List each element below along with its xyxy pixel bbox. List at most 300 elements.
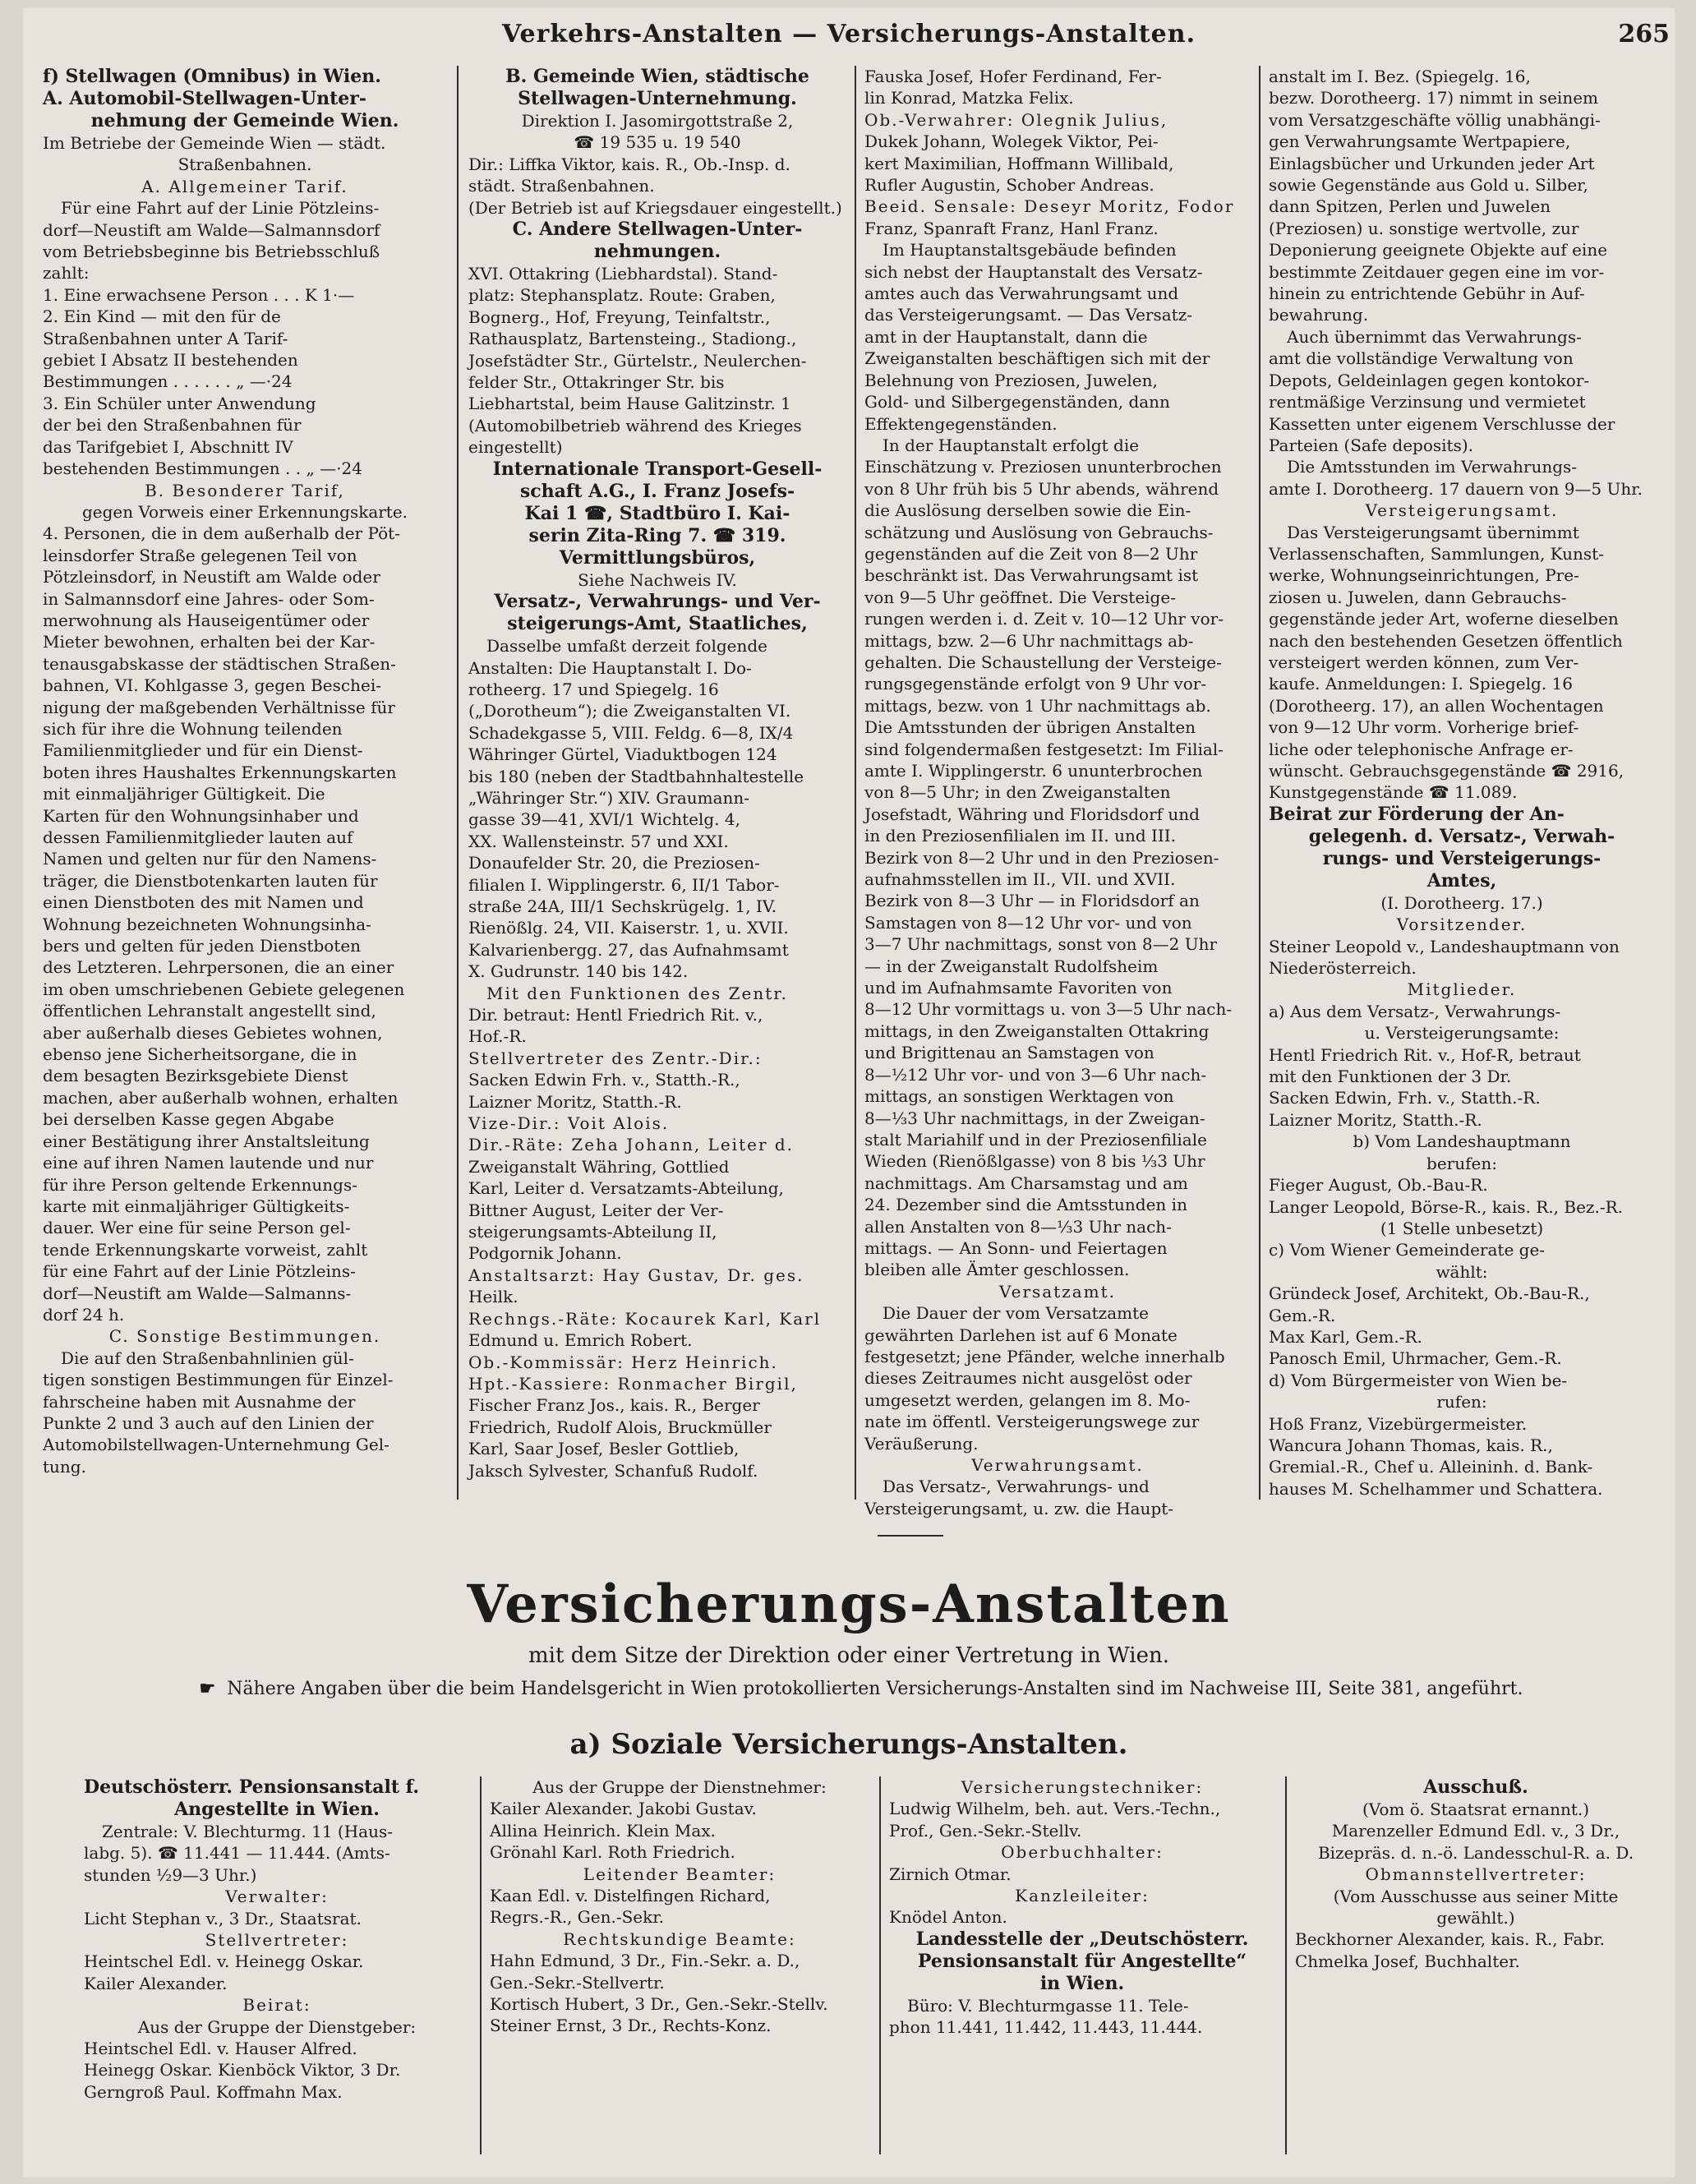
text-line: tigen sonstigen Bestimmungen für Einzel-	[43, 1370, 394, 1390]
text-line: gewährten Darlehen ist auf 6 Monate	[864, 1325, 1178, 1345]
text-line: Schadekgasse 5, VIII. Feldg. 6—8, IX/4	[468, 722, 794, 743]
text-line: ziosen u. Juwelen, dann Gebrauchs-	[1269, 587, 1567, 607]
text-line: platz: Stephansplatz. Route: Graben,	[468, 285, 776, 306]
text-line: Max Karl, Gem.-R.	[1269, 1326, 1422, 1347]
text-line: Prof., Gen.-Sekr.-Stellv.	[889, 1820, 1082, 1841]
text-line: das Tarifgebiet I, Abschnitt IV	[43, 436, 293, 457]
text-line: B. Besonderer Tarif,	[145, 480, 345, 500]
text-line: fahrscheine haben mit Ausnahme der	[43, 1391, 356, 1412]
text-line: Edmund u. Emrich Robert.	[468, 1330, 693, 1351]
text-line: von 9—5 Uhr geöffnet. Die Versteige-	[864, 587, 1176, 607]
text-line: Automobilstellwagen-Unternehmung Gel-	[43, 1435, 389, 1455]
text-line: Laizner Moritz, Statth.-R.	[1269, 1109, 1482, 1130]
text-line: Leitender Beamter:	[583, 1864, 777, 1884]
text-line: amt in der Hauptanstalt, dann die	[864, 326, 1148, 347]
text-line: Ausschuß.	[1423, 1776, 1528, 1798]
text-line: Zirnich Otmar.	[889, 1864, 1012, 1884]
text-line: Heinegg Oskar. Kienböck Viktor, 3 Dr.	[84, 2060, 401, 2080]
text-line: Bognerg., Hof, Freyung, Teinfaltstr.,	[468, 306, 771, 327]
text-line: beschränkt ist. Das Verwahrungsamt ist	[864, 565, 1199, 586]
text-line: Vorsitzender.	[1396, 915, 1528, 935]
text-line: mit den Funktionen der 3 Dr.	[1269, 1067, 1512, 1087]
text-line: In der Hauptanstalt erfolgt die	[883, 435, 1140, 455]
text-line: berufen:	[1426, 1153, 1497, 1173]
column-rule	[1285, 1776, 1287, 2154]
text-line: von 8 Uhr früh bis 5 Uhr abends, während	[864, 478, 1219, 499]
text-line: zahlt:	[43, 263, 90, 283]
text-line: werke, Wohnungseinrichtungen, Pre-	[1269, 565, 1579, 586]
text-line: der bei den Straßenbahnen für	[43, 415, 302, 435]
text-line: schaft A.G., I. Franz Josefs-	[519, 480, 795, 502]
text-line: des Letzteren. Lehrpersonen, die an einer	[43, 957, 394, 978]
text-line: A. Automobil-Stellwagen-Unter-	[43, 88, 366, 109]
text-line: „Währinger Str.“) XIV. Graumann-	[468, 787, 750, 808]
text-line: 8—½12 Uhr vor- und von 3—6 Uhr nach-	[864, 1064, 1207, 1085]
text-line: Wancura Johann Thomas, kais. R.,	[1269, 1435, 1553, 1455]
text-line: Fischer Franz Jos., kais. R., Berger	[468, 1395, 760, 1416]
text-line: gegen Vorweis einer Erkennungskarte.	[81, 501, 408, 522]
text-line: Einlagsbücher und Urkunden jeder Art	[1269, 153, 1595, 173]
text-line: steigerungs-Amt, Staatliches,	[507, 613, 808, 635]
text-line: 3. Ein Schüler unter Anwendung	[43, 393, 316, 413]
text-line: Wieden (Rienößlgasse) von 8 bis ⅓3 Uhr	[864, 1151, 1205, 1172]
text-line: Heilk.	[468, 1287, 518, 1307]
text-line: dann Spitzen, Perlen und Juwelen	[1269, 196, 1551, 217]
text-line: (Dorotheerg. 17), an allen Wochentagen	[1269, 695, 1604, 716]
text-line: Rathausplatz, Bartensteing., Stadiong.,	[468, 329, 797, 349]
text-line: stunden ½9—3 Uhr.)	[84, 1864, 257, 1885]
column-rule	[855, 66, 856, 1500]
text-line: (Preziosen) u. sonstige wertvolle, zur	[1269, 218, 1579, 238]
text-line: dem besagten Bezirksgebiete Dienst	[43, 1066, 348, 1086]
text-line: 24. Dezember sind die Amtsstunden in	[864, 1195, 1187, 1215]
text-line: nehmungen.	[593, 241, 721, 263]
text-line: Sacken Edwin Frh. v., Statth.-R.,	[468, 1070, 740, 1090]
text-line: einer Bestätigung ihrer Anstaltsleitung	[43, 1131, 370, 1151]
text-line: Angestellte in Wien.	[174, 1799, 380, 1820]
text-line: Dir.: Liffka Viktor, kais. R., Ob.-Insp. d.	[468, 154, 790, 174]
text-line: bewahrung.	[1269, 305, 1369, 325]
text-line: Gold- und Silbergegenständen, dann	[864, 392, 1170, 412]
text-line: Donaufelder Str. 20, die Preziosen-	[468, 853, 760, 873]
text-line: Friedrich, Rudolf Alois, Bruckmüller	[468, 1417, 772, 1437]
text-line: XX. Wallensteinstr. 57 und XXI.	[468, 831, 729, 851]
page-number: 265	[1618, 20, 1670, 48]
text-line: allen Anstalten von 8—⅓3 Uhr nach-	[864, 1216, 1172, 1237]
bottom-column-3	[889, 1776, 1275, 2163]
text-line: 3—7 Uhr nachmittags, sonst von 8—2 Uhr	[864, 934, 1218, 955]
text-line: für ihre Person geltende Erkennungs-	[43, 1174, 357, 1195]
text-line: straße 24A, III/1 Sechskrügelg. 1, IV.	[468, 896, 777, 916]
text-line: aufnahmsstellen im II., VII. und XVII.	[864, 869, 1176, 890]
text-line: Versatzamt.	[998, 1281, 1117, 1302]
text-line: gegenständen auf die Zeit von 8—2 Uhr	[864, 543, 1198, 564]
text-line: 8—⅓3 Uhr nachmittags, in der Zweigan-	[864, 1108, 1205, 1128]
note-text: Nähere Angaben über die beim Handelsgericht in Wien protokollierten Versicherungs-Anstalten sind im Nachweise III, Seite 381, angeführt.	[227, 1679, 1523, 1699]
text-line: XVI. Ottakring (Liebhardstal). Stand-	[468, 264, 778, 284]
section-heading: a) Soziale Versicherungs-Anstalten.	[569, 1728, 1128, 1761]
text-line: Dasselbe umfaßt derzeit folgende	[486, 636, 768, 657]
text-line: von 8—5 Uhr; in den Zweiganstalten	[864, 782, 1171, 803]
text-line: Das Versteigerungsamt übernimmt	[1287, 522, 1579, 542]
text-line: Rufler Augustin, Schober Andreas.	[864, 175, 1154, 196]
text-line: Wohnung bezeichneten Wohnungsinha-	[43, 914, 371, 934]
text-line: Steiner Ernst, 3 Dr., Rechts-Konz.	[490, 2016, 772, 2036]
text-line: Depots, Geldeinlagen gegen kontokor-	[1269, 370, 1590, 390]
text-line: bezw. Dorotheerg. 17) nimmt in seinem	[1269, 88, 1599, 108]
bottom-column-4	[1295, 1776, 1657, 2163]
text-line: Im Betriebe der Gemeinde Wien — städt.	[43, 133, 386, 153]
text-line: schätzung und Auslösung von Gebrauchs-	[864, 522, 1214, 542]
text-line: labg. 5). ☎ 11.441 — 11.444. (Amts-	[84, 1843, 390, 1864]
text-line: Hahn Edmund, 3 Dr., Fin.-Sekr. a. D.,	[490, 1951, 800, 1971]
text-line: träger, die Dienstbotenkarten lauten für	[43, 870, 378, 891]
text-line: Gen.-Sekr.-Stellvertr.	[490, 1972, 665, 1993]
text-line: Auch übernimmt das Verwahrungs-	[1287, 326, 1582, 347]
text-line: Heintschel Edl. v. Heinegg Oskar.	[84, 1951, 364, 1972]
text-line: Beckhorner Alexander, kais. R., Fabr.	[1295, 1929, 1605, 1950]
text-line: merwohnung als Hauseigentümer oder	[43, 610, 370, 630]
text-line: d) Vom Bürgermeister von Wien be-	[1269, 1370, 1568, 1390]
text-line: dorf—Neustift am Walde—Salmannsdorf	[43, 219, 380, 240]
text-line: Karl, Saar Josef, Besler Gottlieb,	[468, 1439, 740, 1459]
text-line: Bestimmungen . . . . . . „ —·24	[43, 371, 293, 392]
text-line: Gremial.-R., Chef u. Alleininh. d. Bank-	[1269, 1457, 1593, 1477]
text-line: Vermittlungsbüros,	[559, 546, 756, 569]
text-line: Licht Stephan v., 3 Dr., Staatsrat.	[84, 1908, 362, 1928]
text-line: (1 Stelle unbesetzt)	[1380, 1218, 1544, 1238]
text-line: tung.	[43, 1456, 86, 1477]
text-line: eine auf ihren Namen lautende und nur	[43, 1153, 374, 1173]
text-line: im oben umschriebenen Gebiete gelegenen	[43, 979, 405, 999]
text-line: Mit den Funktionen des Zentr.	[486, 983, 788, 1003]
text-line: (Vom ö. Staatsrat ernannt.)	[1362, 1799, 1590, 1819]
text-line: — in der Zweiganstalt Rudolfsheim	[864, 956, 1159, 976]
text-line: rungsgegenstände erfolgt von 9 Uhr vor-	[864, 674, 1207, 694]
text-line: Karten für den Wohnungsinhaber und	[43, 805, 359, 826]
text-line: gewählt.)	[1436, 1908, 1515, 1928]
text-line: Sacken Edwin, Frh. v., Statth.-R.	[1269, 1088, 1541, 1108]
text-line: amte I. Dorotheerg. 17 dauern von 9—5 Uhr.	[1269, 478, 1643, 499]
text-line: leinsdorfer Straße gelegenen Teil von	[43, 545, 357, 565]
text-line: Internationale Transport-Gesell-	[492, 458, 823, 480]
text-line: bestimmte Zeitdauer gegen eine im vor-	[1269, 261, 1605, 282]
text-line: Das Versatz-, Verwahrungs- und	[883, 1477, 1150, 1497]
text-line: in Salmannsdorf eine Jahres- oder Som-	[43, 588, 375, 609]
text-line: C. Andere Stellwagen-Unter-	[512, 219, 803, 241]
text-line: Deutschösterr. Pensionsanstalt f.	[84, 1776, 420, 1798]
cross-reference-note	[72, 1676, 1650, 1702]
text-line: f) Stellwagen (Omnibus) in Wien.	[43, 66, 381, 87]
text-line: von 9—12 Uhr vorm. Vorherige brief-	[1269, 717, 1579, 738]
text-line: boten ihres Haushaltes Erkennungskarten	[43, 762, 397, 782]
text-line: Versteigerungsamt, u. zw. die Haupt-	[864, 1498, 1174, 1518]
text-line: rufen:	[1436, 1392, 1487, 1412]
text-line: 4. Personen, die in dem außerhalb der Pöt-	[43, 523, 400, 544]
text-line: Regrs.-R., Gen.-Sekr.	[490, 1907, 664, 1928]
text-line: für eine Fahrt auf der Linie Pötzleins-	[43, 1261, 356, 1282]
text-line: nehmung der Gemeinde Wien.	[90, 110, 399, 131]
text-line: Josefstädter Str., Gürtelstr., Neulerchen-	[468, 350, 807, 371]
top-column-1	[43, 66, 447, 1500]
text-line: Gerngroß Paul. Koffmahn Max.	[84, 2081, 343, 2102]
text-line: gehalten. Die Schaustellung der Versteige-	[864, 652, 1222, 672]
text-line: Ob.-Kommissär: Herz Heinrich.	[468, 1352, 778, 1372]
text-line: Dir.-Räte: Zeha Johann, Leiter d.	[468, 1135, 795, 1155]
text-line: Liebhartstal, beim Hause Galitzinstr. 1	[468, 394, 791, 414]
text-line: rungs- und Versteigerungs-	[1322, 847, 1602, 869]
text-line: Die auf den Straßenbahnlinien gül-	[61, 1348, 354, 1368]
text-line: amtes auch das Verwahrungsamt und	[864, 283, 1179, 304]
text-line: Heintschel Edl. v. Hauser Alfred.	[84, 2039, 357, 2059]
text-line: mittags, an sonstigen Werktagen von	[864, 1086, 1174, 1107]
text-line: Im Hauptanstaltsgebäude befinden	[883, 240, 1177, 260]
insurance-subtitle: mit dem Sitze der Direktion oder einer Vertretung in Wien.	[528, 1643, 1169, 1668]
text-line: umgesetzt werden, gelangen im 8. Mo-	[864, 1389, 1191, 1410]
running-title: Verkehrs-Anstalten — Versicherungs-Anstalten.	[501, 20, 1196, 48]
text-line: sowie Gegenstände aus Gold u. Silber,	[1269, 175, 1588, 196]
text-line: Kai 1 ☎, Stadtbüro I. Kai-	[524, 502, 790, 524]
text-line: das Versteigerungsamt. — Das Versatz-	[864, 305, 1193, 325]
text-line: Franz, Spanraft Franz, Hanl Franz.	[864, 218, 1159, 238]
text-line: (Vom Ausschusse aus seiner Mitte	[1333, 1886, 1619, 1906]
text-line: Karl, Leiter d. Versatzamts-Abteilung,	[468, 1178, 784, 1199]
text-line: mittags. — An Sonn- und Feiertagen	[864, 1237, 1168, 1258]
text-line: Versicherungstechniker:	[961, 1777, 1204, 1797]
text-line: Hof.-R.	[468, 1026, 527, 1047]
text-line: rotheerg. 17 und Spiegelg. 16	[468, 679, 719, 699]
text-line: nigung der maßgebenden Verhältnisse für	[43, 697, 395, 717]
text-line: u. Versteigerungsamte:	[1364, 1023, 1560, 1044]
text-line: Fieger August, Ob.-Bau-R.	[1269, 1175, 1488, 1196]
text-line: Verwahrungsamt.	[971, 1455, 1144, 1475]
text-line: rentmäßige Verzinsung und vermietet	[1269, 392, 1586, 412]
text-line: nate im öffentl. Versteigerungswege zur	[864, 1412, 1200, 1432]
text-line: mittags, in den Zweiganstalten Ottakring	[864, 1021, 1210, 1041]
text-line: Gem.-R.	[1269, 1305, 1336, 1325]
text-line: Fauska Josef, Hofer Ferdinand, Fer-	[864, 67, 1162, 86]
insurance-title: Versicherungs-Anstalten	[467, 1573, 1231, 1635]
text-line: Stellvertreter des Zentr.-Dir.:	[468, 1048, 763, 1068]
text-line: Einschätzung v. Preziosen ununterbrochen	[864, 457, 1222, 477]
text-line: Parteien (Safe deposits).	[1269, 435, 1474, 455]
text-line: gegenstände jeder Art, woferne dieselben	[1269, 609, 1619, 629]
text-line: amt die vollständige Verwaltung von	[1269, 348, 1574, 369]
text-line: a) Aus dem Versatz-, Verwahrungs-	[1269, 1001, 1561, 1021]
text-line: Pötzleinsdorf, in Neustift am Walde oder	[43, 567, 380, 587]
text-line: gen Verwahrungsamte Wertpapiere,	[1269, 131, 1571, 152]
column-rule	[1259, 66, 1260, 1500]
text-line: Ob.-Verwahrer: Olegnik Julius,	[864, 109, 1168, 130]
text-line: Deponierung geeignete Objekte auf eine	[1269, 240, 1608, 260]
text-line: Die Dauer der vom Versatzamte	[883, 1303, 1149, 1324]
text-line: Dir. betraut: Hentl Friedrich Rit. v.,	[468, 1005, 763, 1025]
text-line: Laizner Moritz, Statth.-R.	[468, 1091, 682, 1112]
document-page	[23, 8, 1675, 2177]
text-line: bestehenden Bestimmungen . . „ —·24	[43, 458, 363, 479]
text-line: serin Zita-Ring 7. ☎ 319.	[528, 524, 786, 546]
text-line: mit einmaljähriger Gültigkeit. Die	[43, 784, 325, 804]
text-line: ebenso jene Sicherheitsorgane, die in	[43, 1044, 357, 1065]
text-line: Verlassenschaften, Sammlungen, Kunst-	[1269, 543, 1604, 564]
text-line: Effektengegenständen.	[864, 413, 1058, 434]
text-line: dessen Familienmitglieder lauten auf	[43, 827, 353, 847]
text-line: A. Allgemeiner Tarif.	[141, 176, 348, 196]
text-line: Beirat zur Förderung der An-	[1269, 803, 1565, 825]
text-line: filialen I. Wipplingerstr. 6, II/1 Tabor-	[468, 874, 780, 895]
text-line: Marenzeller Edmund Edl. v., 3 Dr.,	[1331, 1821, 1620, 1841]
text-line: festgesetzt; jene Pfänder, welche innerhalb	[864, 1346, 1225, 1366]
text-line: Kailer Alexander.	[84, 1973, 228, 1993]
text-line: Knödel Anton.	[889, 1907, 1007, 1928]
text-line: X. Gudrunstr. 140 bis 142.	[468, 961, 689, 982]
pointing-hand-icon: ☛	[199, 1678, 216, 1699]
text-line: 1. Eine erwachsene Person . . . K 1·—	[43, 284, 355, 305]
text-line: Siehe Nachweis IV.	[578, 569, 737, 590]
text-line: Bezirk von 8—2 Uhr und in den Preziosen-	[864, 847, 1219, 868]
text-line: eingestellt)	[468, 437, 563, 458]
text-line: Obmannstellvertreter:	[1365, 1864, 1587, 1885]
text-line: versteigert werden können, zum Ver-	[1269, 652, 1579, 672]
text-line: Straßenbahnen.	[177, 154, 312, 175]
text-line: vom Betriebsbeginne bis Betriebsschluß	[43, 242, 380, 262]
text-line: Zentrale: V. Blechturmg. 11 (Haus-	[102, 1822, 393, 1841]
text-line: anstalt im I. Bez. (Spiegelg. 16,	[1269, 67, 1531, 86]
text-line: Veräußerung.	[864, 1433, 979, 1454]
text-line: Chmelka Josef, Buchhalter.	[1295, 1951, 1520, 1971]
text-line: Hpt.-Kassiere: Ronmacher Birgil,	[468, 1373, 798, 1394]
text-line: Zweiganstalt Währing, Gottlied	[468, 1156, 730, 1177]
text-line: wünscht. Gebrauchsgegenstände ☎ 2916,	[1269, 761, 1625, 781]
text-line: aber außerhalb dieses Gebietes wohnen,	[43, 1022, 383, 1043]
text-line: Namen und gelten nur für den Namens-	[43, 849, 377, 869]
text-line: Verwalter:	[225, 1887, 329, 1907]
text-line: in den Preziosenfilialen im II. und III.	[864, 826, 1177, 846]
text-line: Kalvarienbergg. 27, das Aufnahmsamt	[468, 939, 789, 960]
text-line: Hoß Franz, Vizebürgermeister.	[1269, 1413, 1528, 1434]
text-line: amte I. Wipplingerstr. 6 ununterbrochen	[864, 761, 1203, 781]
text-line: gelegenh. d. Versatz-, Verwah-	[1308, 825, 1615, 847]
text-line: rungen werden i. d. Zeit v. 10—12 Uhr vor-	[864, 609, 1224, 629]
text-line: hinein zu entrichtende Gebühr in Auf-	[1269, 283, 1585, 304]
text-line: Die Amtsstunden im Verwahrungs-	[1287, 457, 1578, 477]
text-line: ☎ 19 535 u. 19 540	[574, 132, 741, 153]
top-column-4	[1269, 66, 1655, 1500]
text-line: Oberbuchhalter:	[1001, 1842, 1164, 1863]
text-line: bers und gelten für jeden Dienstboten	[43, 936, 362, 956]
text-line: Bizepräs. d. n.-ö. Landesschul-R. a. D.	[1317, 1842, 1634, 1863]
text-line: Rechtskundige Beamte:	[563, 1928, 796, 1949]
text-line: einen Dienstboten des mit Namen und	[43, 892, 364, 913]
text-line: und Brigittenau an Samstagen von	[864, 1043, 1154, 1063]
text-line: Josefstadt, Währing und Floridsdorf und	[864, 804, 1200, 824]
text-line: Direktion I. Jasomirgottstraße 2,	[521, 111, 794, 131]
text-line: Dukek Johann, Wolegek Viktor, Pei-	[864, 131, 1159, 152]
text-line: Kaan Edl. v. Distelfingen Richard,	[490, 1886, 771, 1906]
text-line: in Wien.	[1039, 1972, 1125, 1994]
bottom-column-2	[490, 1776, 869, 2163]
text-line: Mieter bewohnen, erhalten bei der Kar-	[43, 632, 376, 652]
text-line: Rienößlg. 24, VII. Kaiserstr. 1, u. XVII.	[468, 918, 789, 938]
text-line: sich nebst der Hauptanstalt des Versatz-	[864, 261, 1203, 282]
text-line: Kanzleileiter:	[1015, 1886, 1150, 1906]
text-line: Versatz-, Verwahrungs- und Ver-	[494, 591, 821, 613]
text-line: nachmittags. Am Charsamstag und am	[864, 1173, 1188, 1193]
text-line: Aus der Gruppe der Dienstnehmer:	[532, 1777, 827, 1797]
text-line: Punkte 2 und 3 auch auf den Linien der	[43, 1412, 374, 1433]
text-line: Rechngs.-Räte: Kocaurek Karl, Karl	[468, 1308, 822, 1329]
text-line: Bittner August, Leiter der Ver-	[468, 1200, 724, 1220]
text-line: („Dorotheum“); die Zweiganstalten VI.	[468, 701, 791, 721]
text-line: Versteigerungsamt.	[1365, 500, 1559, 521]
text-line: hauses M. Schelhammer und Schattera.	[1269, 1478, 1603, 1499]
text-line: Langer Leopold, Börse-R., kais. R., Bez.-R.	[1269, 1196, 1623, 1217]
text-line: Kunstgegenstände ☎ 11.089.	[1269, 782, 1518, 803]
text-line: Zweiganstalten beschäftigen sich mit der	[864, 348, 1210, 369]
text-line: dieses Zeitraumes nicht ausgelöst oder	[864, 1368, 1192, 1389]
text-line: Pensionsanstalt für Angestellte“	[917, 1950, 1247, 1972]
text-line: bis 180 (neben der Stadtbahnhaltestelle	[468, 766, 804, 786]
text-line: b) Vom Landeshauptmann	[1353, 1131, 1571, 1152]
text-line: c) Vom Wiener Gemeinderate ge-	[1269, 1240, 1546, 1260]
text-line: und im Aufnahmsamte Favoriten von	[864, 978, 1173, 998]
text-line: Jaksch Sylvester, Schanfuß Rudolf.	[468, 1460, 758, 1481]
text-line: dauer. Wer eine für seine Person gel-	[43, 1218, 351, 1238]
column-rule	[879, 1776, 881, 2154]
text-line: dorf—Neustift am Walde—Salmanns-	[43, 1283, 352, 1303]
text-line: Währinger Gürtel, Viaduktbogen 124	[468, 744, 777, 765]
text-line: bahnen, VI. Kohlgasse 3, gegen Beschei-	[43, 675, 381, 696]
text-line: karte mit einmaljähriger Gültigkeits-	[43, 1196, 350, 1216]
text-line: Steiner Leopold v., Landeshauptmann von	[1269, 936, 1620, 956]
text-line: 2. Ein Kind — mit den für de	[43, 306, 281, 327]
text-line: Panosch Emil, Uhrmacher, Gem.-R.	[1269, 1348, 1562, 1369]
text-line: (Automobilbetrieb während des Krieges	[468, 415, 802, 435]
text-line: Straßenbahnen unter A Tarif-	[43, 328, 288, 348]
text-line: Kailer Alexander. Jakobi Gustav.	[490, 1799, 757, 1819]
text-line: mittags, bezw. von 1 Uhr nachmittags ab.	[864, 695, 1211, 716]
text-line: bleiben alle Ämter geschlossen.	[864, 1260, 1130, 1280]
text-line: felder Str., Ottakringer Str. bis	[468, 372, 725, 393]
top-column-2	[468, 66, 846, 1500]
text-line: (Der Betrieb ist auf Kriegsdauer eingestellt.)	[468, 197, 842, 218]
text-line: Amtes,	[1426, 869, 1497, 892]
text-line: tende Erkennungskarte vorweist, zahlt	[43, 1239, 368, 1260]
text-line: Kortisch Hubert, 3 Dr., Gen.-Sekr.-Stellv.	[490, 1994, 828, 2015]
text-line: Podgornik Johann.	[468, 1243, 622, 1264]
text-line: Beeid. Sensale: Deseyr Moritz, Fodor	[864, 196, 1235, 217]
text-line: Niederösterreich.	[1269, 958, 1417, 979]
text-line: lin Konrad, Matzka Felix.	[864, 88, 1074, 108]
text-line: Hentl Friedrich Rit. v., Hof-R, betraut	[1269, 1044, 1581, 1065]
text-line: Für eine Fahrt auf der Linie Pötzleins-	[61, 198, 380, 219]
text-line: Stellvertreter:	[205, 1930, 349, 1951]
text-line: mittags, bzw. 2—6 Uhr nachmittags ab-	[864, 630, 1194, 651]
text-line: Vize-Dir.: Voit Alois.	[468, 1113, 670, 1134]
text-line: Allina Heinrich. Klein Max.	[490, 1820, 716, 1841]
text-line: Anstalten: Die Hauptanstalt I. Do-	[468, 657, 752, 678]
text-line: (I. Dorotheerg. 17.)	[1380, 892, 1543, 913]
text-line: bei derselben Kasse gegen Abgabe	[43, 1109, 334, 1130]
text-line: gebiet I Absatz II bestehenden	[43, 350, 298, 371]
text-line: vom Versatzgeschäfte völlig unabhängi-	[1269, 109, 1601, 130]
text-line: C. Sonstige Bestimmungen.	[108, 1326, 381, 1347]
text-line: stalt Mariahilf und in der Preziosenfiliale	[864, 1129, 1207, 1150]
text-line: nach den bestehenden Gesetzen öffentlich	[1269, 630, 1623, 651]
text-line: Mitglieder.	[1407, 979, 1517, 1000]
text-line: 8—12 Uhr vormittags u. von 3—5 Uhr nach-	[864, 999, 1233, 1020]
column-rule	[457, 66, 459, 1500]
